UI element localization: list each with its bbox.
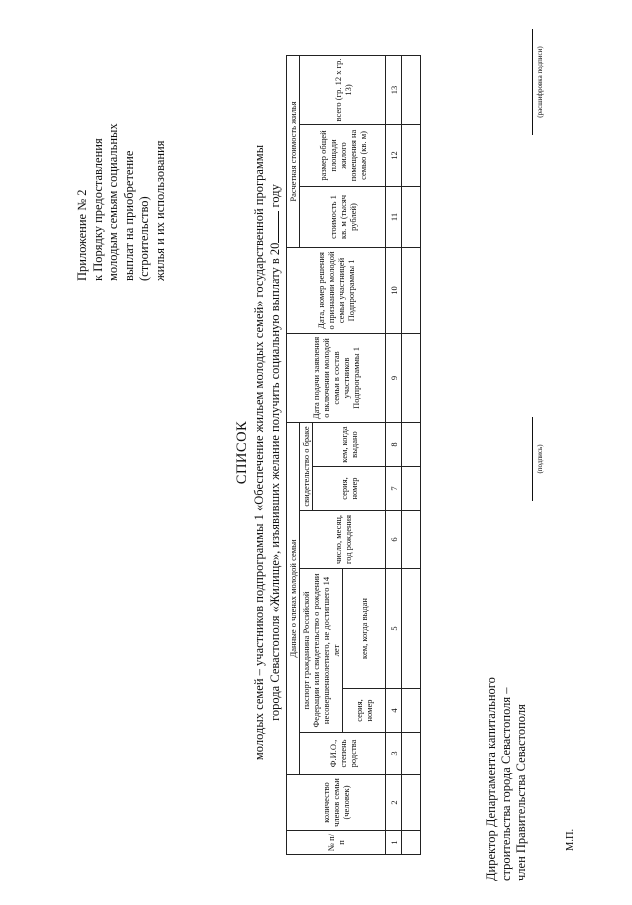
subtitle-text: города Севастополя «Жилище», изъявивших желание получить социальную выплату в 20 [268, 242, 282, 721]
document-title: СПИСОК [234, 420, 250, 485]
column-number: 2 [386, 775, 402, 831]
table-cell [402, 733, 421, 775]
table-cell [402, 124, 421, 186]
appendix-line: выплат на приобретение [121, 150, 136, 281]
header-birthdate: число, месяц, год рождения [300, 511, 386, 569]
column-number: 5 [386, 569, 402, 689]
transcript-line [532, 29, 533, 135]
table-cell [402, 775, 421, 831]
column-number: 13 [386, 55, 402, 124]
document-subtitle-line-1: молодых семей – участников подпрограммы 1 «Обеспечение жильем молодых семей» государственной программы [252, 144, 266, 761]
column-number: 3 [386, 733, 402, 775]
header-passport-issued: кем, когда выдан [343, 569, 386, 689]
header-area: размер общей площади жилого помещения на семью (кв. м) [300, 124, 386, 186]
table-cell [402, 689, 421, 733]
year-blank [267, 211, 279, 243]
family-list-table [286, 55, 421, 855]
table-cell [402, 422, 421, 466]
header-application-date: Дата подачи заявления о включении молодой семьи в состав участников Подпрограммы 1 [287, 333, 386, 422]
table-cell [402, 831, 421, 855]
header-passport-series: серия, номер [343, 689, 386, 733]
column-number: 12 [386, 124, 402, 186]
table-cell [402, 333, 421, 422]
header-cost-per-m2: стоимость 1 кв. м (тысяч рублей) [300, 186, 386, 247]
column-number: 7 [386, 467, 402, 511]
column-number: 6 [386, 511, 402, 569]
header-marriage-cert: свидетельство о браке [300, 422, 313, 510]
appendix-line: (строительство) [137, 196, 151, 281]
header-total: всего (гр. 12 х гр. 13) [300, 55, 386, 124]
header-number: № п/п [287, 831, 386, 855]
stamp-place: М.П. [565, 828, 576, 851]
appendix-line: жилья и их использования [152, 140, 167, 281]
signature-caption: (подпись) [536, 444, 544, 474]
table-cell [402, 511, 421, 569]
column-numbers-row [386, 55, 402, 854]
header-passport: паспорт гражданина Российской Федерации или свидетельство о рождении несовершеннолетнего, не достигшего 14 лет [300, 569, 343, 733]
header-family-size: количество членов семьи (человек) [287, 775, 386, 831]
transcript-caption: (расшифровка подписи) [536, 46, 544, 118]
signer-line: Директор Департамента капитального [484, 677, 498, 881]
appendix-line: к Порядку предоставления [90, 138, 105, 281]
header-marriage-issued: кем, когда выдано [313, 422, 386, 466]
appendix-line: молодым семьям социальных [106, 123, 120, 281]
signer-block [484, 551, 529, 881]
column-number: 10 [386, 247, 402, 333]
header-family-data: Данные о членах молодой семьи [287, 422, 300, 774]
table-cell [402, 55, 421, 124]
column-number: 4 [386, 689, 402, 733]
column-number: 1 [386, 831, 402, 855]
table-cell [402, 467, 421, 511]
header-decision-date: Дата, номер решения о признании молодой семьи участницей Подпрограммы 1 [287, 247, 386, 333]
subtitle-year-suffix: году [268, 184, 282, 208]
column-number: 11 [386, 186, 402, 247]
table-cell [402, 569, 421, 689]
signature-line [532, 417, 533, 501]
appendix-line: Приложение № 2 [75, 189, 89, 281]
table-cell [402, 186, 421, 247]
signer-line: член Правительства Севастополя [514, 704, 528, 881]
document-subtitle-line-2 [267, 40, 283, 865]
table-row [402, 55, 421, 854]
header-housing-cost: Расчетная стоимость жилья [287, 55, 300, 247]
appendix-header [75, 21, 168, 281]
header-full-name: Ф.И.О., степень родства [300, 733, 386, 775]
column-number: 9 [386, 333, 402, 422]
signer-line: строительства города Севастополя – [499, 687, 513, 881]
column-number: 8 [386, 422, 402, 466]
header-marriage-series: серия, номер [313, 467, 386, 511]
table-cell [402, 247, 421, 333]
